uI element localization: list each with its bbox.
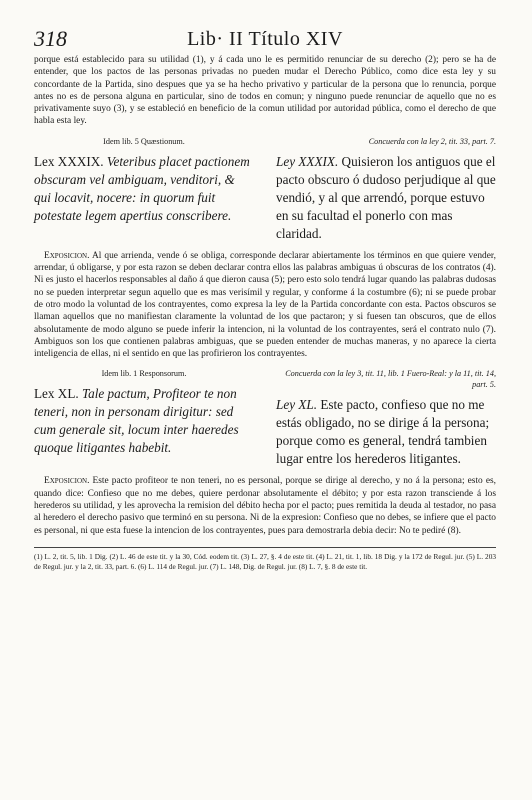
exposition-39-text: Al que arrienda, vende ó se obliga, corresponde declarar abiertamente los términos en que quiere vender, arrendar, ú obligarse, y por esta razon se deben declarar contra ellos las palabras ambiguas ú obscuras de los contratos (4). Ni es justo el hacerlos responsables al daño á que dieron causa (5); pero esto solo tendrá lugar quando las palabras dudosas no se pueden interpretar segun aquello que es mas verisímil y regular, y conforme á la costumbre (6); ni se puede probar de otro modo la voluntad de los contrayentes, como expresa la ley de la Partida concordante con esta. Pactos obscuros se llaman aquellos que no manifiestan claramente la voluntad de los que pactaron; y si fuesen tan obscuros, que de ellos absolutamente de modo alguno se puede inferir la intencion, ni la voluntad de los contrayentes, será el contrato nulo (7). Ambiguos son los que contienen palabras ambiguas, que se pueden entender de muchas maneras, y no aparece la cierta inteligencia de ellas, ni el sentido en que las profirieron los contrayentes. [34, 250, 496, 360]
law-39-spanish-lead: Ley XXXIX. [276, 153, 339, 169]
law-40-latin-text [34, 385, 254, 457]
law-40-spanish-body: Este pacto, confieso que no me estás obligado, no se dirige á la persona; porque como es general, tendrá tambien lugar entre los herederos litigantes. [276, 397, 490, 467]
top-paragraph: porque está establecido para su utilidad (1), y á cada uno le es permitido renunciar de su derecho (2); pero se ha de entender, que los pactos de las personas privadas no pueden mudar el Derecho Público, como dice esta ley y su concordante de la Partida, sino despues que ya se ha hecho privativo y particular de la persona que lo renuncia, porque antes no es de persona alguna en particular, sino de todos en comun; y ninguno puede renunciar de aquello que no es privativamente suyo (3), y se estableció en beneficio de la comun utilidad por autoridad pública, como el derecho de que habla esta ley. [34, 55, 496, 127]
law-39-concordance: Concuerda con la ley 2, tit. 33, part. 7. [368, 136, 496, 146]
law-39-latin-text [34, 153, 254, 225]
law-40-spanish-text [276, 396, 496, 468]
running-header [34, 26, 496, 54]
exposition-39 [34, 250, 496, 361]
law-39-section [34, 136, 496, 243]
footnote-divider [34, 547, 496, 548]
exposition-40-label: Exposicion. [44, 476, 90, 487]
law-40-concordance: Concuerda con la ley 3, tit. 11, lib. 1 Fuero-Real: y la 11, tit. 14, part. 5. [285, 369, 496, 390]
exposition-40 [34, 475, 496, 536]
footnotes: (1) L. 2, tit. 5, lib. 1 Dig. (2) L. 46 de este tit. y la 30, Cód. eodem tit. (3) L. 27, §. 4 de este tit. (4) L. 21, tit. 1, lib. 18 Dig. y la 172 de Regul. jur. (5) L. 203 de Regul. jur. y la 2, tit. 33, part. 6. (6) L. 114 de Regul. jur. (7) L. 148, Dig. de Regul. jur. (8) L. 7, §. 8 de este tit. [34, 551, 496, 571]
document-page [34, 26, 496, 572]
law-39-spanish-body: Quisieron los antiguos que el pacto obscuro ó dudoso perjudique al que vendió, y al que arrendó, porque estuvo en su facultad el ponerlo con mas claridad. [276, 153, 496, 241]
law-39-latin-source: Idem lib. 5 Quæstionum. [103, 136, 185, 146]
law-39-latin-lead: Lex XXXIX. [34, 153, 104, 169]
law-40-spanish-lead: Ley XL. [276, 397, 318, 413]
law-40-latin-body: Tale pactum, Profiteor te non teneri, non in personam dirigitur: sed cum generale sit, locum inter haeredes quoque litigantes habebit. [34, 386, 239, 456]
page-number: 318 [34, 26, 67, 51]
exposition-40-text: Este pacto profiteor te non teneri, no es personal, porque se dirige al derecho, y no á la persona; esto es, quando dice: Confieso que no me debes, quiere perdonar absolutamente el débito; y por esta razon transciende á los herederos su utilidad, y les aprovecha la remision del débito hecha por el pacto; pues remitida la deuda al testador, no pasa al heredero el derecho pasivo que terminó en su persona. Ni de la expresion: Confieso que no debes, se infiere que el pacto es personal, ni que esta fuese la intencion de los contrayentes, pues para demostrarla debia decir: No te pediré (8). [34, 476, 496, 536]
law-39-spanish-text [276, 153, 496, 243]
running-title: Lib· II Título XIV [187, 28, 343, 50]
law-40-latin-source: Idem lib. 1 Responsorum. [101, 369, 187, 379]
law-39-latin-body: Veteribus placet pactionem obscuram vel ambiguam, venditori, & qui locavit, nocere: in quorum fuit potestate legem apertius conscribere. [34, 153, 250, 223]
law-40-latin-lead: Lex XL. [34, 386, 79, 402]
law-40-section [34, 368, 496, 468]
exposition-39-label: Exposicion. [44, 250, 90, 261]
